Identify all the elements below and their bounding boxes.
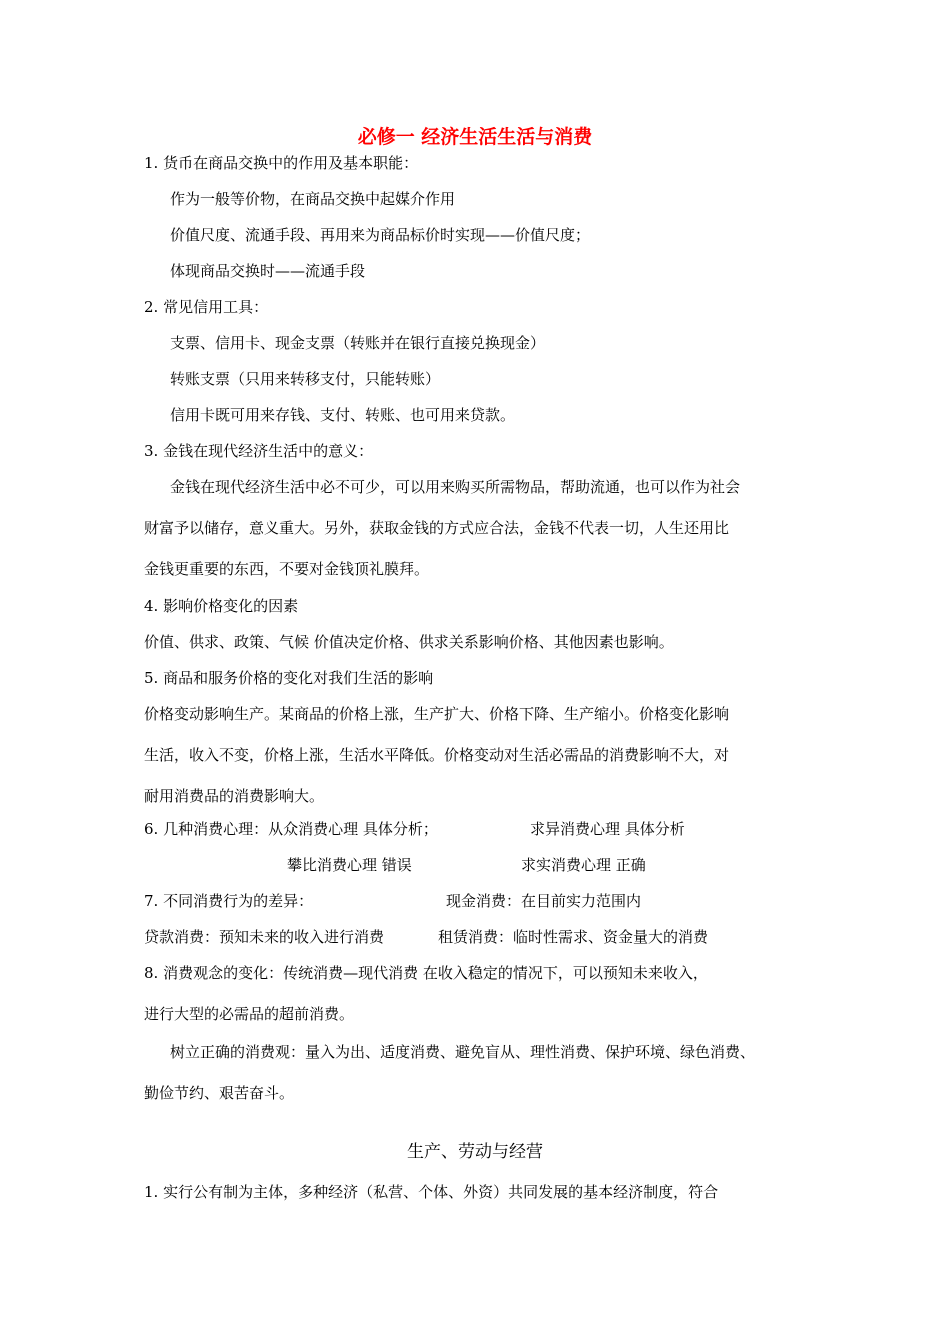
body-line-text: 3. 金钱在现代经济生活中的意义：	[144, 442, 374, 460]
item-7-text-d: 租赁消费：临时性需求、资金量大的消费	[438, 928, 709, 946]
item-7-text-a: 7. 不同消费行为的差异：	[144, 892, 314, 910]
page-title: 必修一 经济生活生活与消费	[357, 126, 593, 148]
body-line-text: 5. 商品和服务价格的变化对我们生活的影响	[144, 669, 434, 687]
item-7-text-c: 贷款消费：预知未来的收入进行消费	[144, 928, 385, 946]
body-line-text: 转账支票（只用来转移支付，只能转账）	[170, 370, 441, 388]
item-8-text-4: 勤俭节约、艰苦奋斗。	[144, 1084, 295, 1102]
body-line-text: 价值尺度、流通手段、再用来为商品标价时实现——价值尺度；	[170, 226, 591, 244]
item-6-text-c: 攀比消费心理 错误	[287, 856, 412, 874]
body-line-text: 体现商品交换时——流通手段	[170, 262, 366, 280]
body-line-text: 金钱在现代经济生活中必不可少，可以用来购买所需物品，帮助流通，也可以作为社会	[170, 478, 741, 496]
body-line-text: 价格变动影响生产。某商品的价格上涨，生产扩大、价格下降、生产缩小。价格变化影响	[144, 705, 730, 723]
body-line-text: 生活，收入不变，价格上涨，生活水平降低。价格变动对生活必需品的消费影响不大，对	[144, 746, 730, 764]
item-6-text-b: 求异消费心理 具体分析	[530, 820, 685, 838]
item-6-text-a: 6. 几种消费心理：从众消费心理 具体分析；	[144, 820, 438, 838]
section-2-text-1: 1. 实行公有制为主体，多种经济（私营、个体、外资）共同发展的基本经济制度，符合	[144, 1183, 719, 1201]
item-6-text-d: 求实消费心理 正确	[521, 856, 646, 874]
item-8-text-2: 进行大型的必需品的超前消费。	[144, 1005, 355, 1023]
body-line-text: 金钱更重要的东西，不要对金钱顶礼膜拜。	[144, 560, 430, 578]
body-line-text: 4. 影响价格变化的因素	[144, 597, 299, 615]
body-line-text: 2. 常见信用工具：	[144, 298, 269, 316]
item-7-text-b: 现金消费：在目前实力范围内	[446, 892, 642, 910]
body-line-text: 作为一般等价物，在商品交换中起媒介作用	[170, 190, 456, 208]
item-8-text-3: 树立正确的消费观：量入为出、适度消费、避免盲从、理性消费、保护环境、绿色消费、	[170, 1043, 756, 1061]
item-8-text-1: 8. 消费观念的变化：传统消费—现代消费 在收入稳定的情况下，可以预知未来收入，	[144, 964, 708, 982]
body-line-text: 价值、供求、政策、气候 价值决定价格、供求关系影响价格、其他因素也影响。	[144, 633, 674, 651]
body-line-text: 耐用消费品的消费影响大。	[144, 787, 325, 805]
body-line-text: 1. 货币在商品交换中的作用及基本职能：	[144, 154, 419, 172]
section-subtitle: 生产、劳动与经营	[407, 1142, 543, 1162]
body-line-text: 信用卡既可用来存钱、支付、转账、也可用来贷款。	[170, 406, 516, 424]
body-line-text: 支票、信用卡、现金支票（转账并在银行直接兑换现金）	[170, 334, 546, 352]
body-line-text: 财富予以储存，意义重大。另外，获取金钱的方式应合法，金钱不代表一切，人生还用比	[144, 519, 730, 537]
